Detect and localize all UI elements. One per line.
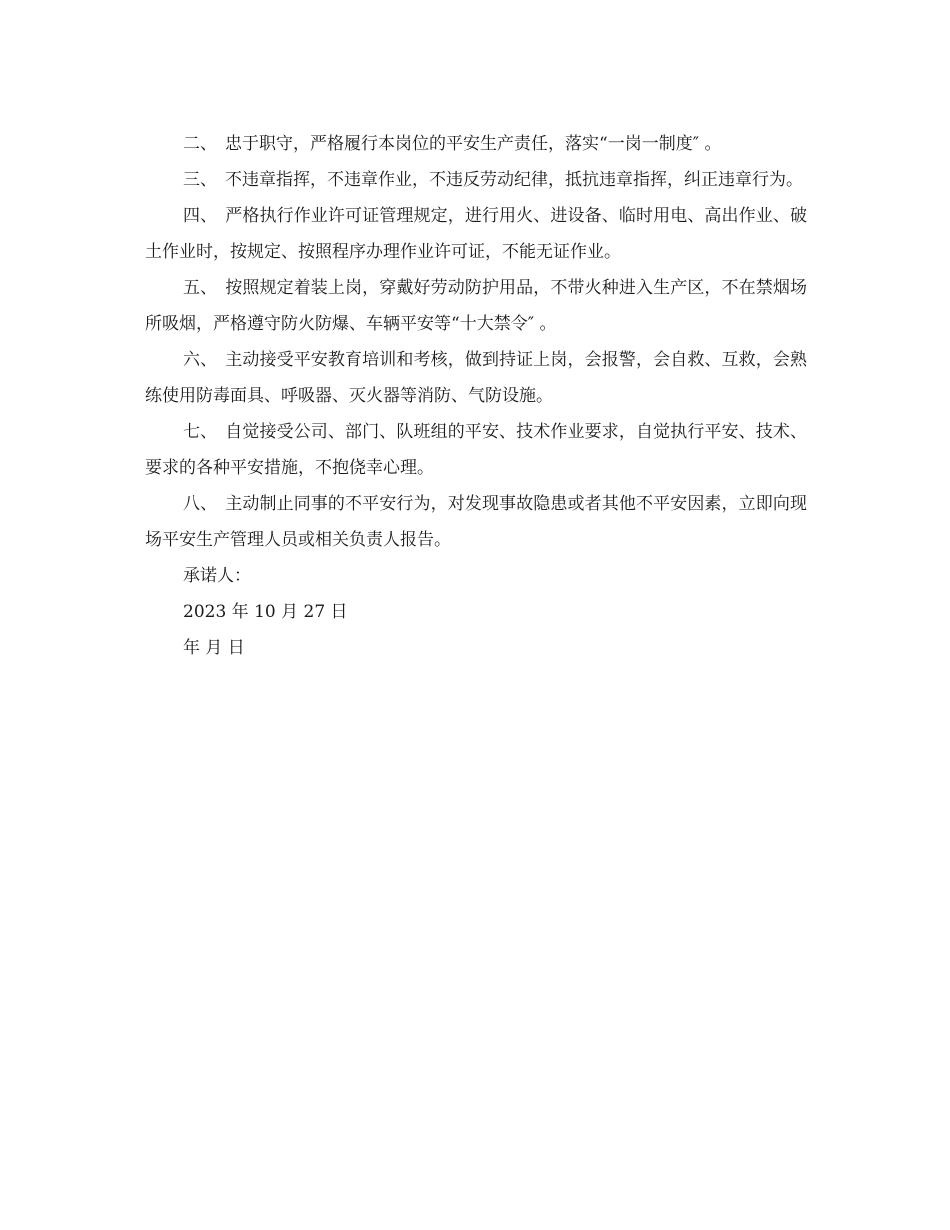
paragraph-3 — [145, 162, 807, 198]
signature-blank-date: 年 月 日 — [183, 638, 245, 658]
paragraph-2 — [145, 126, 807, 162]
paragraph-text: 主动制止同事的不平安行为，对发现事故隐患或者其他不平安因素，立即向现场平安生产管理人员或相关负责人报告。 — [145, 494, 808, 550]
paragraph-text: 按照规定着装上岗，穿戴好劳动防护用品，不带火种进入生产区，不在禁烟场所吸烟，严格遵守防火防爆、车辆平安等“十大禁令″ 。 — [145, 278, 808, 334]
paragraph-text: 不违章指挥，不违章作业，不违反劳动纪律，抵抗违章指挥，纠正违章行为。 — [225, 170, 803, 190]
paragraph-number: 六、 — [183, 350, 218, 370]
signature-date: 2023 年 10 月 27 日 — [183, 602, 348, 622]
paragraph-number: 四、 — [183, 206, 218, 226]
paragraph-7 — [145, 414, 807, 486]
paragraph-number: 七、 — [183, 422, 218, 442]
paragraph-text: 忠于职守，严格履行本岗位的平安生产责任，落实“一岗一制度″ 。 — [225, 134, 722, 154]
paragraph-4 — [145, 198, 807, 270]
paragraph-text: 主动接受平安教育培训和考核，做到持证上岗，会报警，会自救、互救，会熟练使用防毒面具、呼吸器、灭火器等消防、气防设施。 — [145, 350, 808, 406]
paragraph-5 — [145, 270, 807, 342]
paragraph-text: 严格执行作业许可证管理规定，进行用火、进设备、临时用电、高出作业、破土作业时，按规定、按照程序办理作业许可证，不能无证作业。 — [145, 206, 808, 262]
paragraph-number: 五、 — [183, 278, 218, 298]
paragraph-text: 自觉接受公司、部门、队班组的平安、技术作业要求，自觉执行平安、技术、要求的各种平安措施，不抱侥幸心理。 — [145, 422, 808, 478]
document-body — [145, 126, 807, 666]
paragraph-number: 三、 — [183, 170, 217, 190]
paragraph-8 — [145, 486, 807, 558]
signature-label: 承诺人： — [183, 566, 251, 586]
paragraph-number: 八、 — [183, 494, 218, 514]
paragraph-6 — [145, 342, 807, 414]
paragraph-number: 二、 — [183, 134, 217, 154]
